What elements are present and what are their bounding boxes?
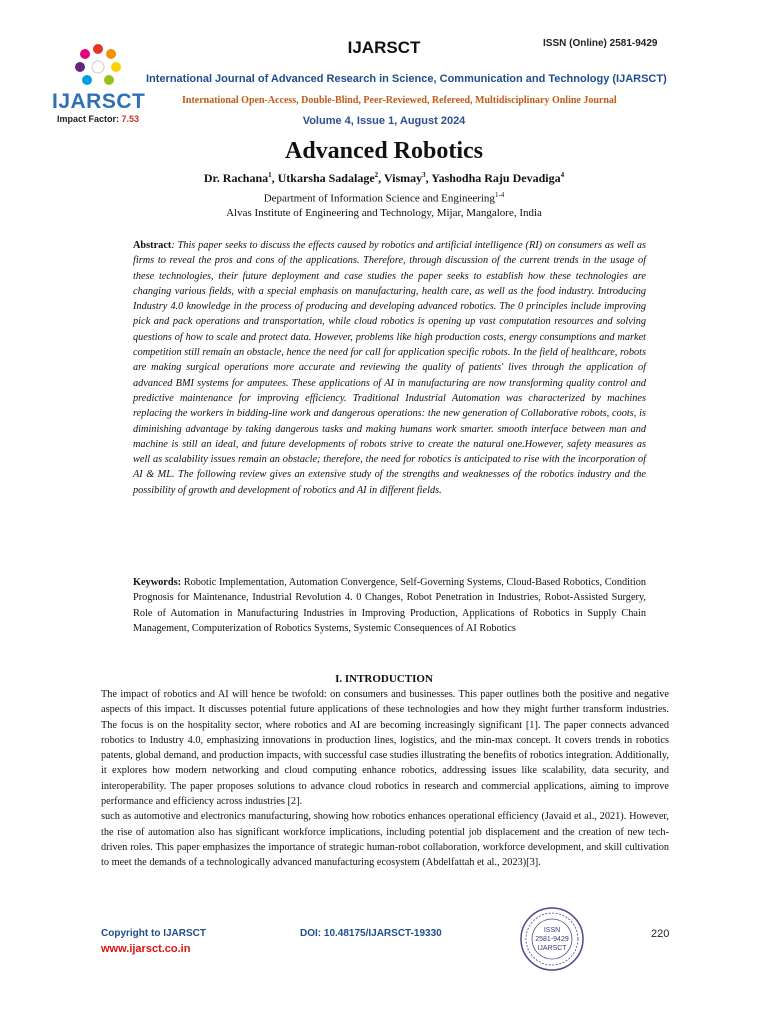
journal-full-name: International Journal of Advanced Research in Science, Communication and Technology (IJARSCT) xyxy=(146,73,667,85)
abstract-text: : This paper seeks to discuss the effects caused by robotics and artificial intelligence (RI) on consumers as well as firms to reveal the pros and cons of the applications. Therefore, through discussion of the current trends in the usage of these technologies, their future deployment and case studies the paper seeks to establish how these technologies are changing various fields, with a special emphasis on manufacturing, health care, as well as the food industry. Introducing Industry 4.0 knowledge in the process of producing and developing advanced robotics. The 0 principles include improving pick and pack operations and transportation, while cloud robotics is opening up vast computation resources and solving questions of how to scale and protect data. However, problems like high production costs, energy consumptions and market competition still remain an obstacle, hence the need for call for application specific robots. In the field of healthcare, robots are making surgical operations more accurate and reviewing the quality of patients' lives through the application of advanced BMI systems for amputees. These applications of AI in manufacturing are now transforming quality control and predictive maintenance for improving efficiency. Traditional Industrial Automation was characterized by machines replacing the workers in bidding-line work and dangerous operations: the new generation of Collaborative robots, coots, is diminishing advantage by taking dangerous tasks and making humans work smarter. smooth interface between man and machine is still an ideal, and future developments of robots strive to create the natural one.However, safety measures as well as scalability issues remain an obstacle; therefore, the need for robotics is anticipated to rise with the incorporation of AI & ML. The following review gives an extensive study of the strengths and weaknesses of the robotics industry and the possibility of growth and development of robotics and AI in different fields. xyxy=(133,240,646,496)
keywords-text: Robotic Implementation, Automation Convergence, Self-Governing Systems, Cloud-Based Robotics, Condition Prognosis for Maintenance, Industrial Revolution 4. 0 Changes, Robot Penetration in Industries, Robot-Assisted Surgery, Role of Automation in Manufacturing Industries in Improving Production, Applications of Robotics in Supply Chain Management, Computerization of Robotics Systems, Systemic Consequences of AI Robotics xyxy=(133,577,646,634)
seal-stamp-icon xyxy=(518,905,586,973)
introduction-body xyxy=(101,687,669,871)
department-name: Department of Information Science and Engineering xyxy=(263,192,495,205)
section-heading-introduction: I. INTRODUCTION xyxy=(335,673,433,685)
journal-short-name: IJARSCT xyxy=(347,38,421,57)
seal-line: IJARSCT xyxy=(537,945,567,952)
website-link[interactable]: www.ijarsct.co.in xyxy=(101,943,191,955)
department xyxy=(0,191,768,205)
logo-wordmark: IJARSCT xyxy=(52,90,146,113)
volume-issue: Volume 4, Issue 1, August 2024 xyxy=(302,115,466,127)
author-separator: , xyxy=(378,171,384,185)
author-affiliation-number: 1 xyxy=(268,171,272,179)
page-number: 220 xyxy=(651,928,670,940)
keywords-label: Keywords: xyxy=(133,577,182,588)
author-affiliation-number: 4 xyxy=(560,171,565,179)
paragraph: The impact of robotics and AI will hence be twofold: on consumers and businesses. This paper outlines both the positive and negative aspects of this impact. It discusses potential future applications of these technologies and how they might further transform industries. The focus is on the hospitality sector, where robotics and AI are becoming increasingly significant [1]. The paper connects advanced robotics to Industry 4.0, emphasizing innovations in production lines, logistics, and the min-max concept. It covers trends in robotics patents, global demand, and production impacts, with successful case studies illustrating the benefits of robotics integration. Additionally, it explores how modern networking and cloud computing enhance robotics, addressing issues like scalability, data security, and interoperability. The paper proposes solutions to advance cloud robotics in research and commercial applications, aiming to improve performance and efficiency across industries [2]. xyxy=(101,689,669,808)
paper-title: Advanced Robotics xyxy=(284,138,483,164)
journal-tagline: International Open-Access, Double-Blind, Peer-Reviewed, Refereed, Multidisciplinary Online Journal xyxy=(182,95,617,106)
author-name: Utkarsha Sadalage xyxy=(277,171,375,185)
impact-factor-value: 7.53 xyxy=(121,114,140,124)
copyright-notice: Copyright to IJARSCT xyxy=(101,928,206,939)
author-affiliation-number: 2 xyxy=(374,171,379,179)
author-name: Dr. Rachana xyxy=(203,171,269,185)
paragraph: such as automotive and electronics manufacturing, showing how robotics enhances operational efficiency (Javaid et al., 2021). However, the rise of automation also has significant workforce implications, including potential job displacement and the creation of new tech-driven roles. This paper emphasizes the importance of strategic human-robot collaboration, workforce development, and skill cultivation to meet the demands of a technologically advanced manufacturing ecosystem (Abdelfattah et al., 2023)[3]. xyxy=(101,811,669,869)
abstract-label: Abstract xyxy=(133,240,172,251)
issn-online: ISSN (Online) 2581-9429 xyxy=(543,38,658,49)
author-name: Yashodha Raju Devadiga xyxy=(431,171,561,185)
doi: DOI: 10.48175/IJARSCT-19330 xyxy=(300,928,442,939)
author-affiliation-number: 3 xyxy=(422,171,426,179)
author-separator: , xyxy=(425,171,432,185)
seal-line: ISSN xyxy=(543,927,561,934)
keywords xyxy=(133,575,646,636)
department-affiliation-range: 1-4 xyxy=(494,191,505,199)
author-list xyxy=(0,171,768,186)
author-name: Vismay xyxy=(383,171,423,185)
author-separator: , xyxy=(271,171,278,185)
impact-factor-label: Impact Factor: xyxy=(57,114,120,124)
institution: Alvas Institute of Engineering and Technology, Mijar, Mangalore, India xyxy=(226,207,542,219)
issn-seal xyxy=(518,905,586,973)
seal-line: 2581-9429 xyxy=(535,936,569,943)
abstract xyxy=(133,238,646,498)
